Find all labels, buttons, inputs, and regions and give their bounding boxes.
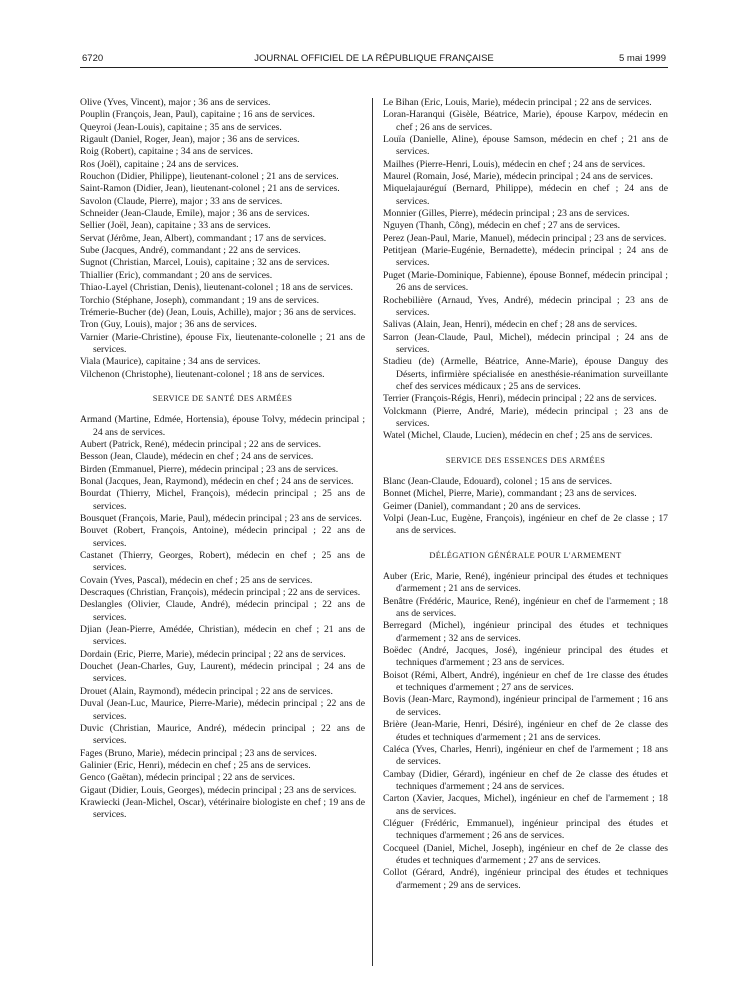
list-item: Duval (Jean-Luc, Maurice, Pierre-Marie), médecin principal ; 22 ans de services. — [80, 698, 365, 722]
list-item: Bouvet (Robert, François, Antoine), médecin principal ; 22 ans de services. — [80, 525, 365, 549]
list-item: Mailhes (Pierre-Henri, Louis), médecin en chef ; 24 ans de services. — [383, 158, 646, 170]
list-item: Thiao-Layel (Christian, Denis), lieutenant-colonel ; 18 ans de services. — [80, 282, 353, 294]
list-item: Dordain (Eric, Pierre, Marie), médecin principal ; 22 ans de services. — [80, 648, 346, 660]
list-item: Louïa (Danielle, Aline), épouse Samson, médecin en chef ; 21 ans de services. — [383, 134, 668, 158]
right-column — [383, 97, 668, 892]
list-item: Auber (Eric, Marie, René), ingénieur principal des études et techniques d'armement ; 21 ans de services. — [383, 571, 668, 595]
list-item: Volpi (Jean-Luc, Eugène, François), ingénieur en chef de 2e classe ; 17 ans de services. — [383, 513, 668, 537]
list-item: Bonal (Jacques, Jean, Raymond), médecin en chef ; 24 ans de services. — [80, 475, 354, 487]
publication-date: 5 mai 1999 — [618, 53, 666, 64]
list-item: Krawiecki (Jean-Michel, Oscar), vétérinaire biologiste en chef ; 19 ans de services. — [80, 796, 365, 821]
header-rule — [80, 67, 668, 68]
list-item: Sellier (Joël, Jean), capitaine ; 33 ans de services. — [80, 220, 271, 232]
list-item: Collot (Gérard, André), ingénieur principal des études et techniques d'armement ; 29 ans de services. — [383, 867, 668, 891]
list-item: Miquelajauréguí (Bernard, Philippe), médecin en chef ; 24 ans de services. — [383, 183, 668, 207]
list-item: Olive (Yves, Vincent), major ; 36 ans de services. — [80, 97, 271, 108]
list-item: Bovis (Jean-Marc, Raymond), ingénieur principal de l'armement ; 16 ans de services. — [383, 694, 668, 718]
list-item: Cocqueel (Daniel, Michel, Joseph), ingénieur en chef de 2e classe des études et techniques d'armement ; 27 ans de services. — [383, 842, 668, 866]
list-item: Stadieu (de) (Armelle, Béatrice, Anne-Marie), épouse Danguy des Déserts, infirmière spécialisée en anesthésie-réanimation surveillante chef des services médicaux ; 25 ans de services. — [383, 356, 668, 392]
list-item: Brière (Jean-Marie, Henri, Désiré), ingénieur en chef de 2e classe des études et techniques d'armement ; 21 ans de services. — [383, 719, 668, 743]
list-item: Armand (Martine, Edmée, Hortensia), épouse Tolvy, médecin principal ; 24 ans de services. — [80, 414, 365, 438]
list-item: Le Bihan (Eric, Louis, Marie), médecin principal ; 22 ans de services. — [383, 97, 652, 108]
list-item: Deslangles (Olivier, Claude, André), médecin principal ; 22 ans de services. — [80, 599, 365, 623]
list-item: Geimer (Daniel), commandant ; 20 ans de services. — [383, 500, 581, 512]
list-item: Torchio (Stéphane, Joseph), commandant ; 19 ans de services. — [80, 294, 320, 306]
list-item: Nguyen (Thanh, Công), médecin en chef ; 27 ans de services. — [383, 220, 621, 232]
column-divider — [372, 98, 373, 966]
list-item: Berregard (Michel), ingénieur principal des études et techniques d'armement ; 32 ans de services. — [383, 620, 668, 644]
list-item: Rouchon (Didier, Philippe), lieutenant-colonel ; 21 ans de services. — [80, 171, 339, 183]
list-item: Schneider (Jean-Claude, Emile), major ; 36 ans de services. — [80, 208, 310, 220]
list-item: Cambay (Didier, Gérard), ingénieur en chef de 2e classe des études et techniques d'armement ; 24 ans de services. — [383, 768, 668, 792]
list-item: Caléca (Yves, Charles, Henri), ingénieur en chef de l'armement ; 18 ans de services. — [383, 743, 668, 768]
list-item: Maurel (Romain, José, Marie), médecin principal ; 24 ans de services. — [383, 171, 653, 183]
list-item: Besson (Jean, Claude), médecin en chef ; 24 ans de services. — [80, 451, 314, 463]
list-item: Douchet (Jean-Charles, Guy, Laurent), médecin principal ; 24 ans de services. — [80, 661, 365, 685]
list-item: Varnier (Marie-Christine), épouse Fix, lieutenante-colonelle ; 21 ans de services. — [80, 331, 365, 355]
page-header — [82, 53, 666, 67]
journal-title: JOURNAL OFFICIEL DE LA RÉPUBLIQUE FRANÇAISE — [254, 53, 494, 64]
list-item: Cléguer (Frédéric, Emmanuel), ingénieur principal des études et techniques d'armement ; 26 ans de services. — [383, 817, 668, 842]
list-item: Sube (Jacques, André), commandant ; 22 ans de services. — [80, 245, 301, 257]
list-item: Carton (Xavier, Jacques, Michel), ingénieur en chef de l'armement ; 18 ans de services. — [383, 793, 668, 817]
list-item: Saint-Ramon (Didier, Jean), lieutenant-colonel ; 21 ans de services. — [80, 183, 340, 195]
list-item: Pouplin (François, Jean, Paul), capitaine ; 16 ans de services. — [80, 109, 315, 121]
list-item: Blanc (Jean-Claude, Edouard), colonel ; 15 ans de services. — [383, 475, 613, 487]
list-item: Savolon (Claude, Pierre), major ; 33 ans de services. — [80, 195, 283, 207]
list-item: Aubert (Patrick, René), médecin principal ; 22 ans de services. — [80, 438, 322, 450]
list-item: Boëdec (André, Jacques, José), ingénieur principal des études et techniques d'armement ; 23 ans de services. — [383, 645, 668, 669]
list-item: Duvic (Christian, Maurice, André), médecin principal ; 22 ans de services. — [80, 722, 365, 747]
section-heading: DÉLÉGATION GÉNÉRALE POUR L'ARMEMENT — [429, 550, 622, 560]
list-item: Servat (Jérôme, Jean, Albert), commandant ; 17 ans de services. — [80, 232, 327, 244]
list-item: Benâtre (Frédéric, Maurice, René), ingénieur en chef de l'armement ; 18 ans de services. — [383, 595, 668, 620]
page-number: 6720 — [82, 53, 104, 64]
list-item: Ros (Joël), capitaine ; 24 ans de services. — [80, 158, 239, 170]
list-item: Trémerie-Bucher (de) (Jean, Louis, Achille), major ; 36 ans de services. — [80, 306, 357, 318]
list-item: Djian (Jean-Pierre, Amédée, Christian), médecin en chef ; 21 ans de services. — [80, 624, 365, 648]
list-item: Roig (Robert), capitaine ; 34 ans de services. — [80, 146, 253, 158]
list-item: Queyroi (Jean-Louis), capitaine ; 35 ans de services. — [80, 121, 282, 133]
list-item: Gigaut (Didier, Louis, Georges), médecin principal ; 23 ans de services. — [80, 784, 357, 796]
list-item: Puget (Marie-Dominique, Fabienne), épouse Bonnef, médecin principal ; 26 ans de services. — [383, 269, 668, 294]
list-item: Covain (Yves, Pascal), médecin en chef ; 25 ans de services. — [80, 574, 313, 586]
list-item: Bousquet (François, Marie, Paul), médecin principal ; 23 ans de services. — [80, 513, 362, 524]
list-item: Descraques (Christian, François), médecin principal ; 22 ans de services. — [80, 587, 361, 599]
list-item: Thiallier (Eric), commandant ; 20 ans de services. — [80, 269, 273, 281]
list-item: Petitjean (Marie-Eugénie, Bernadette), médecin principal ; 24 ans de services. — [383, 245, 668, 269]
list-item: Sugnot (Christian, Marcel, Louis), capitaine ; 32 ans de services. — [80, 257, 330, 269]
list-item: Terrier (François-Régis, Henri), médecin principal ; 22 ans de services. — [383, 393, 657, 405]
section-heading: SERVICE DE SANTÉ DES ARMÉES — [152, 393, 293, 403]
list-item: Boisot (Rémi, Albert, André), ingénieur en chef de 1re classe des études et techniques d'armement ; 27 ans de services. — [383, 669, 668, 694]
list-item: Rigault (Daniel, Roger, Jean), major ; 36 ans de services. — [80, 134, 300, 146]
list-item: Birden (Emmanuel, Pierre), médecin principal ; 23 ans de services. — [80, 463, 339, 475]
list-item: Salivas (Alain, Jean, Henri), médecin en chef ; 28 ans de services. — [383, 319, 638, 331]
list-item: Galinier (Eric, Henri), médecin en chef ; 25 ans de services. — [80, 759, 311, 771]
list-item: Viala (Maurice), capitaine ; 34 ans de services. — [80, 356, 261, 368]
list-item: Sarron (Jean-Claude, Paul, Michel), médecin principal ; 24 ans de services. — [383, 331, 668, 355]
list-item: Castanet (Thierry, Georges, Robert), médecin en chef ; 25 ans de services. — [80, 550, 365, 574]
list-item: Volckmann (Pierre, André, Marie), médecin principal ; 23 ans de services. — [383, 405, 668, 429]
list-item: Monnier (Gilles, Pierre), médecin principal ; 23 ans de services. — [383, 208, 630, 220]
list-item: Rochebilière (Arnaud, Yves, André), médecin principal ; 23 ans de services. — [383, 294, 668, 318]
list-item: Fages (Bruno, Marie), médecin principal ; 23 ans de services. — [80, 747, 317, 759]
list-item: Bourdat (Thierry, Michel, François), médecin principal ; 25 ans de services. — [80, 488, 365, 512]
section-heading: SERVICE DES ESSENCES DES ARMÉES — [445, 455, 606, 465]
list-item: Loran-Haranqui (Gisèle, Béatrice, Marie), épouse Karpov, médecin en chef ; 26 ans de services. — [383, 109, 668, 133]
list-item: Drouet (Alain, Raymond), médecin principal ; 22 ans de services. — [80, 685, 333, 697]
list-item: Tron (Guy, Louis), major ; 36 ans de services. — [80, 319, 257, 331]
list-item: Perez (Jean-Paul, Marie, Manuel), médecin principal ; 23 ans de services. — [383, 232, 667, 244]
left-column — [80, 97, 365, 822]
list-item: Watel (Michel, Claude, Lucien), médecin en chef ; 25 ans de services. — [383, 430, 653, 442]
list-item: Vilchenon (Christophe), lieutenant-colonel ; 18 ans de services. — [80, 368, 325, 380]
list-item: Bonnet (Michel, Pierre, Marie), commandant ; 23 ans de services. — [383, 488, 637, 500]
list-item: Genco (Gaëtan), médecin principal ; 22 ans de services. — [80, 772, 295, 784]
